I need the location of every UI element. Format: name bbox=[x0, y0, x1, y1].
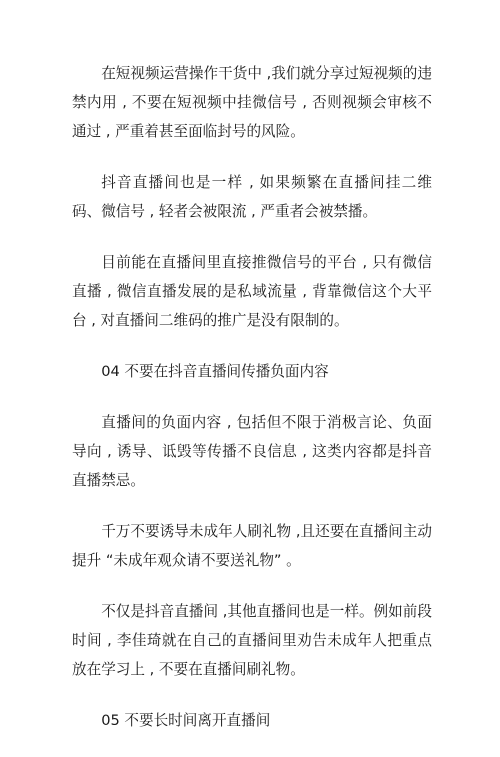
section-heading-04: 04 不要在抖音直播间传播负面内容 bbox=[101, 363, 329, 380]
paragraph: 抖音直播间也是一样 , 如果频繁在直播间挂二维码、微信号 , 轻者会被限流 , 严重者会被禁播。 bbox=[72, 174, 432, 220]
paragraph: 目前能在直播间里直接推微信号的平台 , 只有微信直播 , 微信直播发展的是私域流量 , 背靠微信这个大平台 , 对直播间二维码的推广是没有限制的。 bbox=[72, 254, 432, 329]
paragraph: 在短视频运营操作干货中 ,我们就分享过短视频的违禁内用 , 不要在短视频中挂微信号 , 否则视频会审核不通过 , 严重着甚至面临封号的风险。 bbox=[72, 65, 432, 140]
section-heading-05: 05 不要长时间离开直播间 bbox=[101, 712, 271, 729]
paragraph: 千万不要诱导未成年人刷礼物 ,且还要在直播间主动提升 “未成年观众请不要送礼物” 。 bbox=[72, 523, 432, 569]
paragraph: 直播间的负面内容 , 包括但不限于消极言论、负面导向 , 诱导、诋毁等传播不良信息 , 这类内容都是抖音直播禁忌。 bbox=[72, 414, 432, 489]
paragraph: 不仅是抖音直播间 ,其他直播间也是一样。例如前段时间 , 李佳琦就在自己的直播间里劝告未成年人把重点放在学习上 , 不要在直播间刷礼物。 bbox=[72, 603, 432, 678]
article-body bbox=[72, 59, 432, 757]
